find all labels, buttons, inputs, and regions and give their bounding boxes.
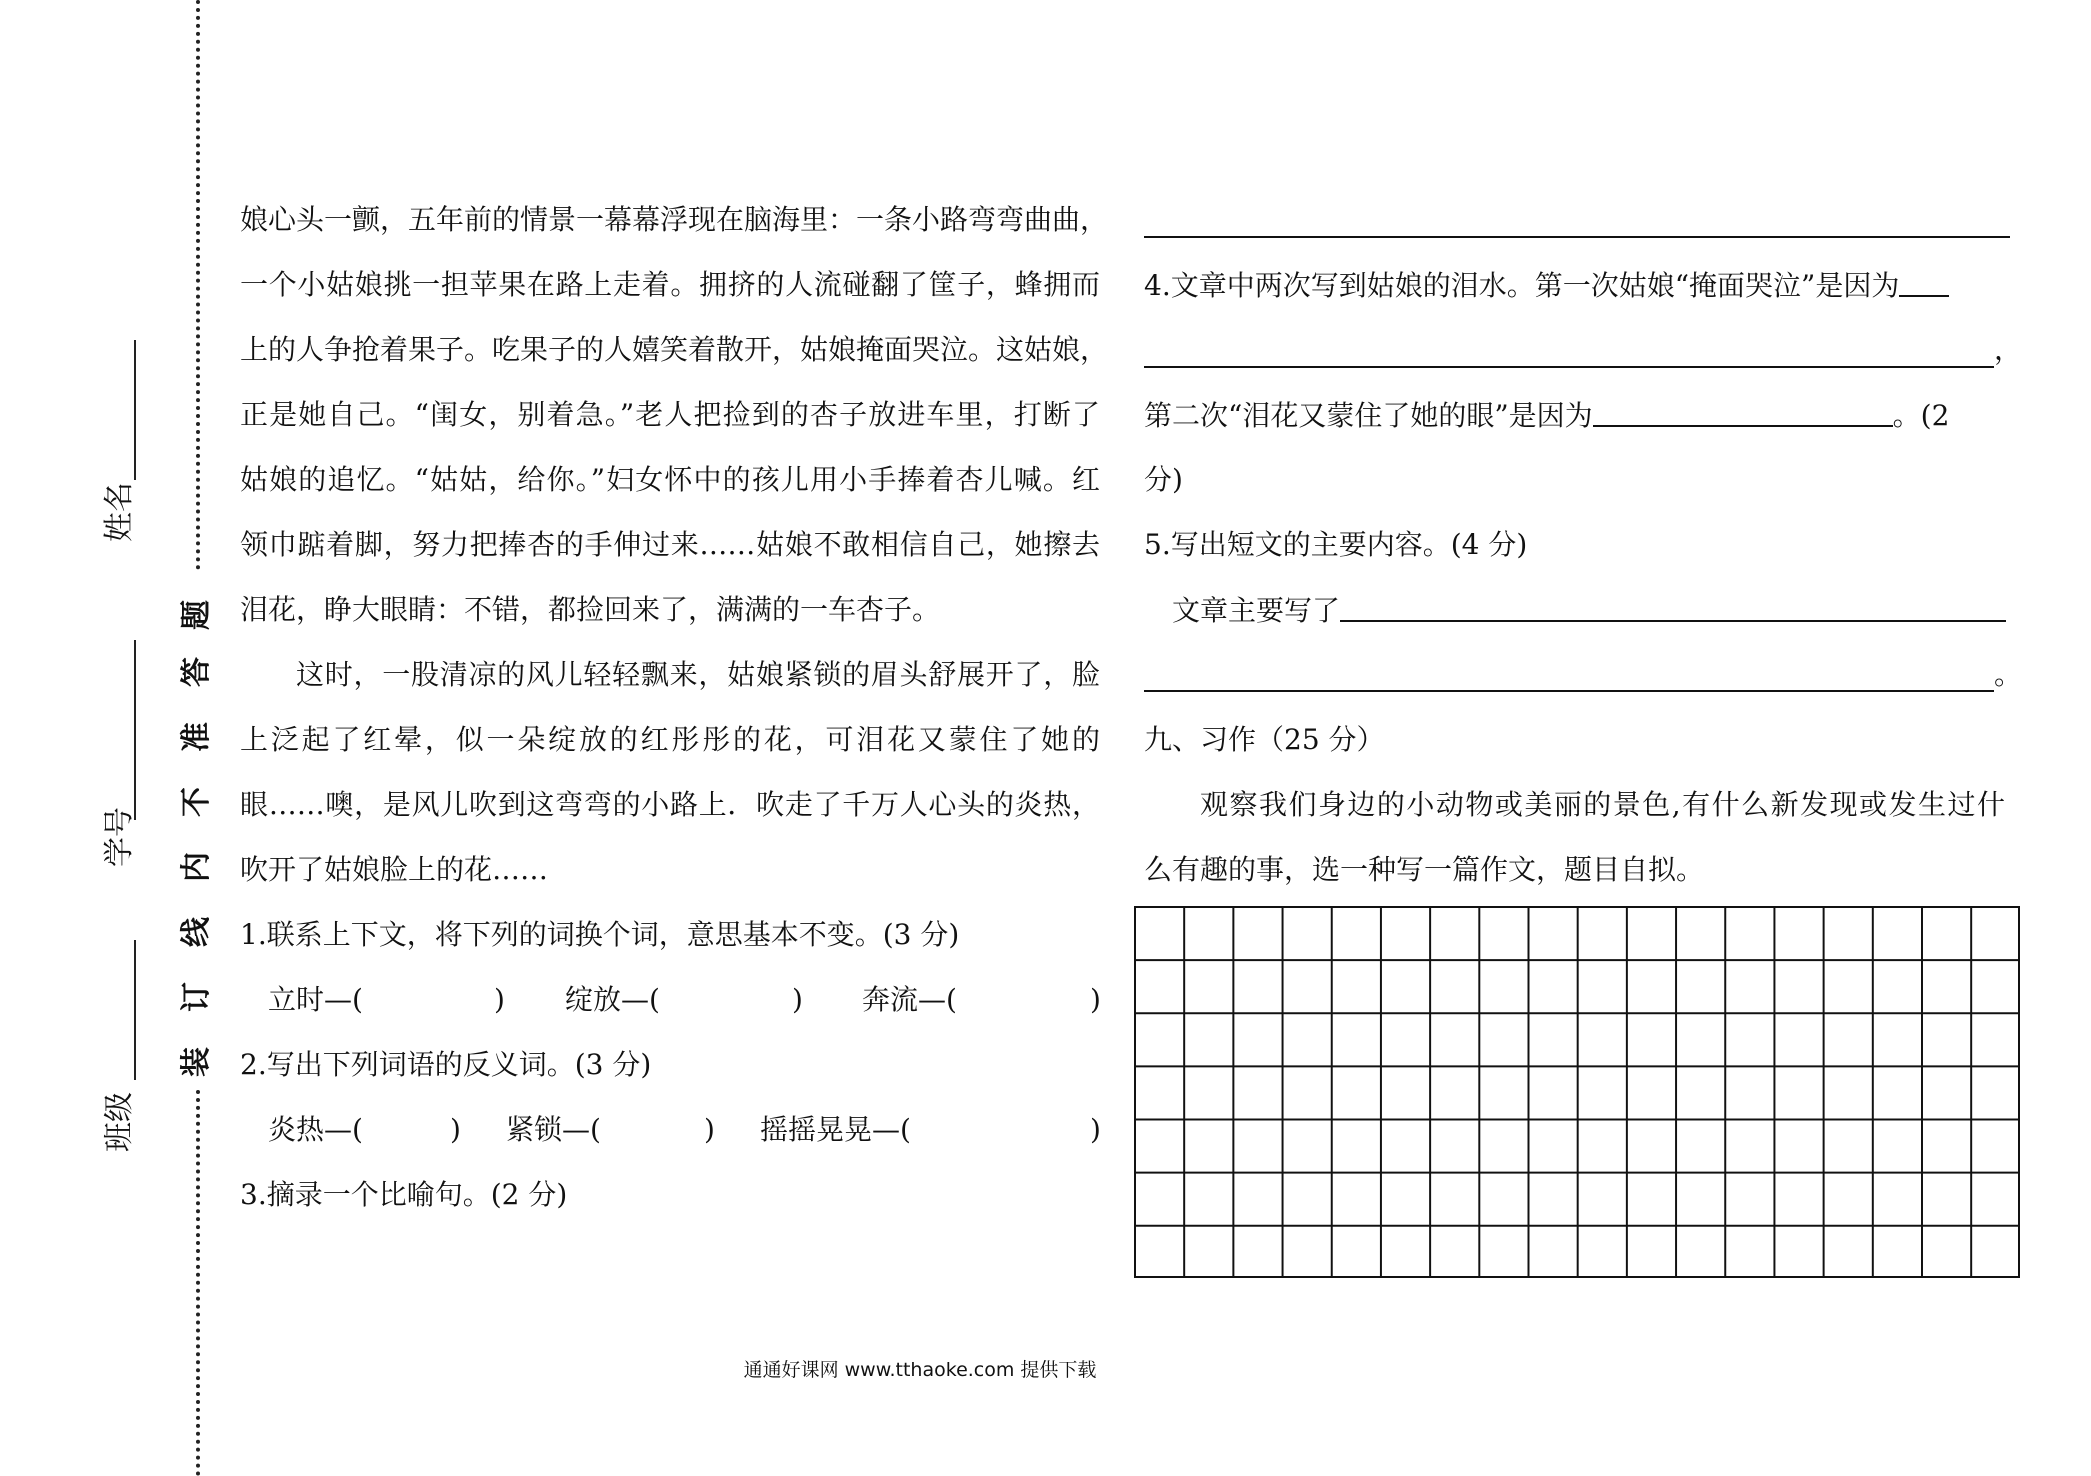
- passage-line: 泪花，睁大眼睛：不错，都捡回来了，满满的一车杏子。: [240, 593, 941, 626]
- binding-warning-char: 订: [179, 982, 214, 1012]
- name-answer-line: [134, 340, 136, 480]
- q2-item-2: 紧锁—(: [506, 1113, 601, 1146]
- q1-item-3-close: ): [1090, 983, 1101, 1016]
- question-2-prompt: 2.写出下列词语的反义词。(3 分): [240, 1048, 652, 1081]
- answer-blank: [1593, 395, 1893, 427]
- composition-grid[interactable]: [1134, 906, 2020, 1278]
- answer-blank: [1899, 265, 1949, 297]
- passage-line: 上的人争抢着果子。吃果子的人嬉笑着散开，姑娘掩面哭泣。这姑娘，: [240, 333, 1109, 366]
- answer-line: [1144, 236, 2010, 238]
- question-4-score: 。(2: [1892, 399, 1950, 432]
- q1-item-1: 立时—(: [268, 983, 363, 1016]
- passage-line: 吹开了姑娘脸上的花……: [240, 853, 549, 886]
- passage-line: 这时，一股清凉的风儿轻轻飘来，姑娘紧锁的眉头舒展开了，脸: [296, 658, 1100, 691]
- question-5-prompt: 5.写出短文的主要内容。(4 分): [1144, 528, 1528, 561]
- question-4-second-prompt: 第二次“泪花又蒙住了她的眼”是因为: [1144, 399, 1593, 432]
- q2-item-1-close: ): [450, 1113, 461, 1146]
- q5-end-mark: 。: [1994, 658, 2023, 691]
- binding-warning-char: 线: [179, 917, 214, 947]
- answer-line: [1144, 690, 1994, 692]
- passage-line: 正是她自己。“闺女，别着急。”老人把捡到的杏子放进车里，打断了: [240, 398, 1100, 431]
- question-3-prompt: 3.摘录一个比喻句。(2 分): [240, 1178, 568, 1211]
- passage-line: 娘心头一颤，五年前的情景一幕幕浮现在脑海里：一条小路弯弯曲曲，: [240, 203, 1109, 236]
- q1-item-1-close: ): [494, 983, 505, 1016]
- name-label: 姓名: [102, 482, 137, 542]
- class-answer-line: [134, 940, 136, 1080]
- question-5-answer-prefix: 文章主要写了: [1172, 594, 1341, 627]
- q1-item-3: 奔流—(: [862, 983, 957, 1016]
- q1-item-2-close: ): [792, 983, 803, 1016]
- class-label: 班级: [102, 1092, 137, 1152]
- passage-line: 上泛起了红晕，似一朵绽放的红彤彤的花，可泪花又蒙住了她的: [240, 723, 1100, 756]
- question-4-line-4: 分): [1144, 463, 1183, 496]
- section-9-instruction-line-1: 观察我们身边的小动物或美丽的景色,有什么新发现或发生过什: [1200, 788, 2005, 821]
- binding-dotted-line-top: [196, 0, 200, 570]
- q4-comma: ，: [1994, 333, 2023, 366]
- question-4-line-1: [1144, 265, 1949, 305]
- q2-item-1: 炎热—(: [268, 1113, 363, 1146]
- binding-warning-char: 答: [179, 657, 214, 687]
- question-5-answer-line: [1172, 590, 2006, 630]
- section-9-instruction-line-2: 么有趣的事，选一种写一篇作文，题目自拟。: [1144, 853, 1705, 886]
- question-4-line-3: [1144, 395, 1949, 435]
- binding-warning-char: 装: [179, 1047, 214, 1077]
- passage-line: 一个小姑娘挑一担苹果在路上走着。拥挤的人流碰翻了筐子，蜂拥而: [240, 268, 1100, 301]
- answer-line: [1144, 366, 1994, 368]
- question-1-prompt: 1.联系上下文，将下列的词换个词，意思基本不变。(3 分): [240, 918, 960, 951]
- footer-source: 通通好课网 www.tthaoke.com 提供下载: [743, 1359, 1097, 1381]
- q2-item-3-close: ): [1090, 1113, 1101, 1146]
- question-4-prompt: 4.文章中两次写到姑娘的泪水。第一次姑娘“掩面哭泣”是因为: [1144, 269, 1900, 302]
- q1-item-2: 绽放—(: [565, 983, 660, 1016]
- binding-warning-char: 准: [179, 722, 214, 752]
- binding-warning-char: 不: [179, 787, 214, 817]
- id-answer-line: [134, 640, 136, 820]
- passage-line: 姑娘的追忆。“姑姑，给你。”妇女怀中的孩儿用小手捧着杏儿喊。红: [240, 463, 1100, 496]
- binding-dotted-line-bottom: [196, 1090, 200, 1476]
- passage-line: 领巾踮着脚，努力把捧杏的手伸过来……姑娘不敢相信自己，她擦去: [240, 528, 1100, 561]
- binding-warning-char: 内: [179, 852, 214, 882]
- binding-warning-char: 题: [179, 600, 214, 630]
- q2-item-3: 摇摇晃晃—(: [760, 1113, 911, 1146]
- section-9-title: 九、习作（25 分）: [1144, 723, 1385, 756]
- answer-blank: [1340, 590, 2006, 622]
- passage-line: 眼……噢，是风儿吹到这弯弯的小路上．吹走了千万人心头的炎热，: [240, 788, 1100, 821]
- id-label: 学号: [102, 807, 137, 867]
- q2-item-2-close: ): [704, 1113, 715, 1146]
